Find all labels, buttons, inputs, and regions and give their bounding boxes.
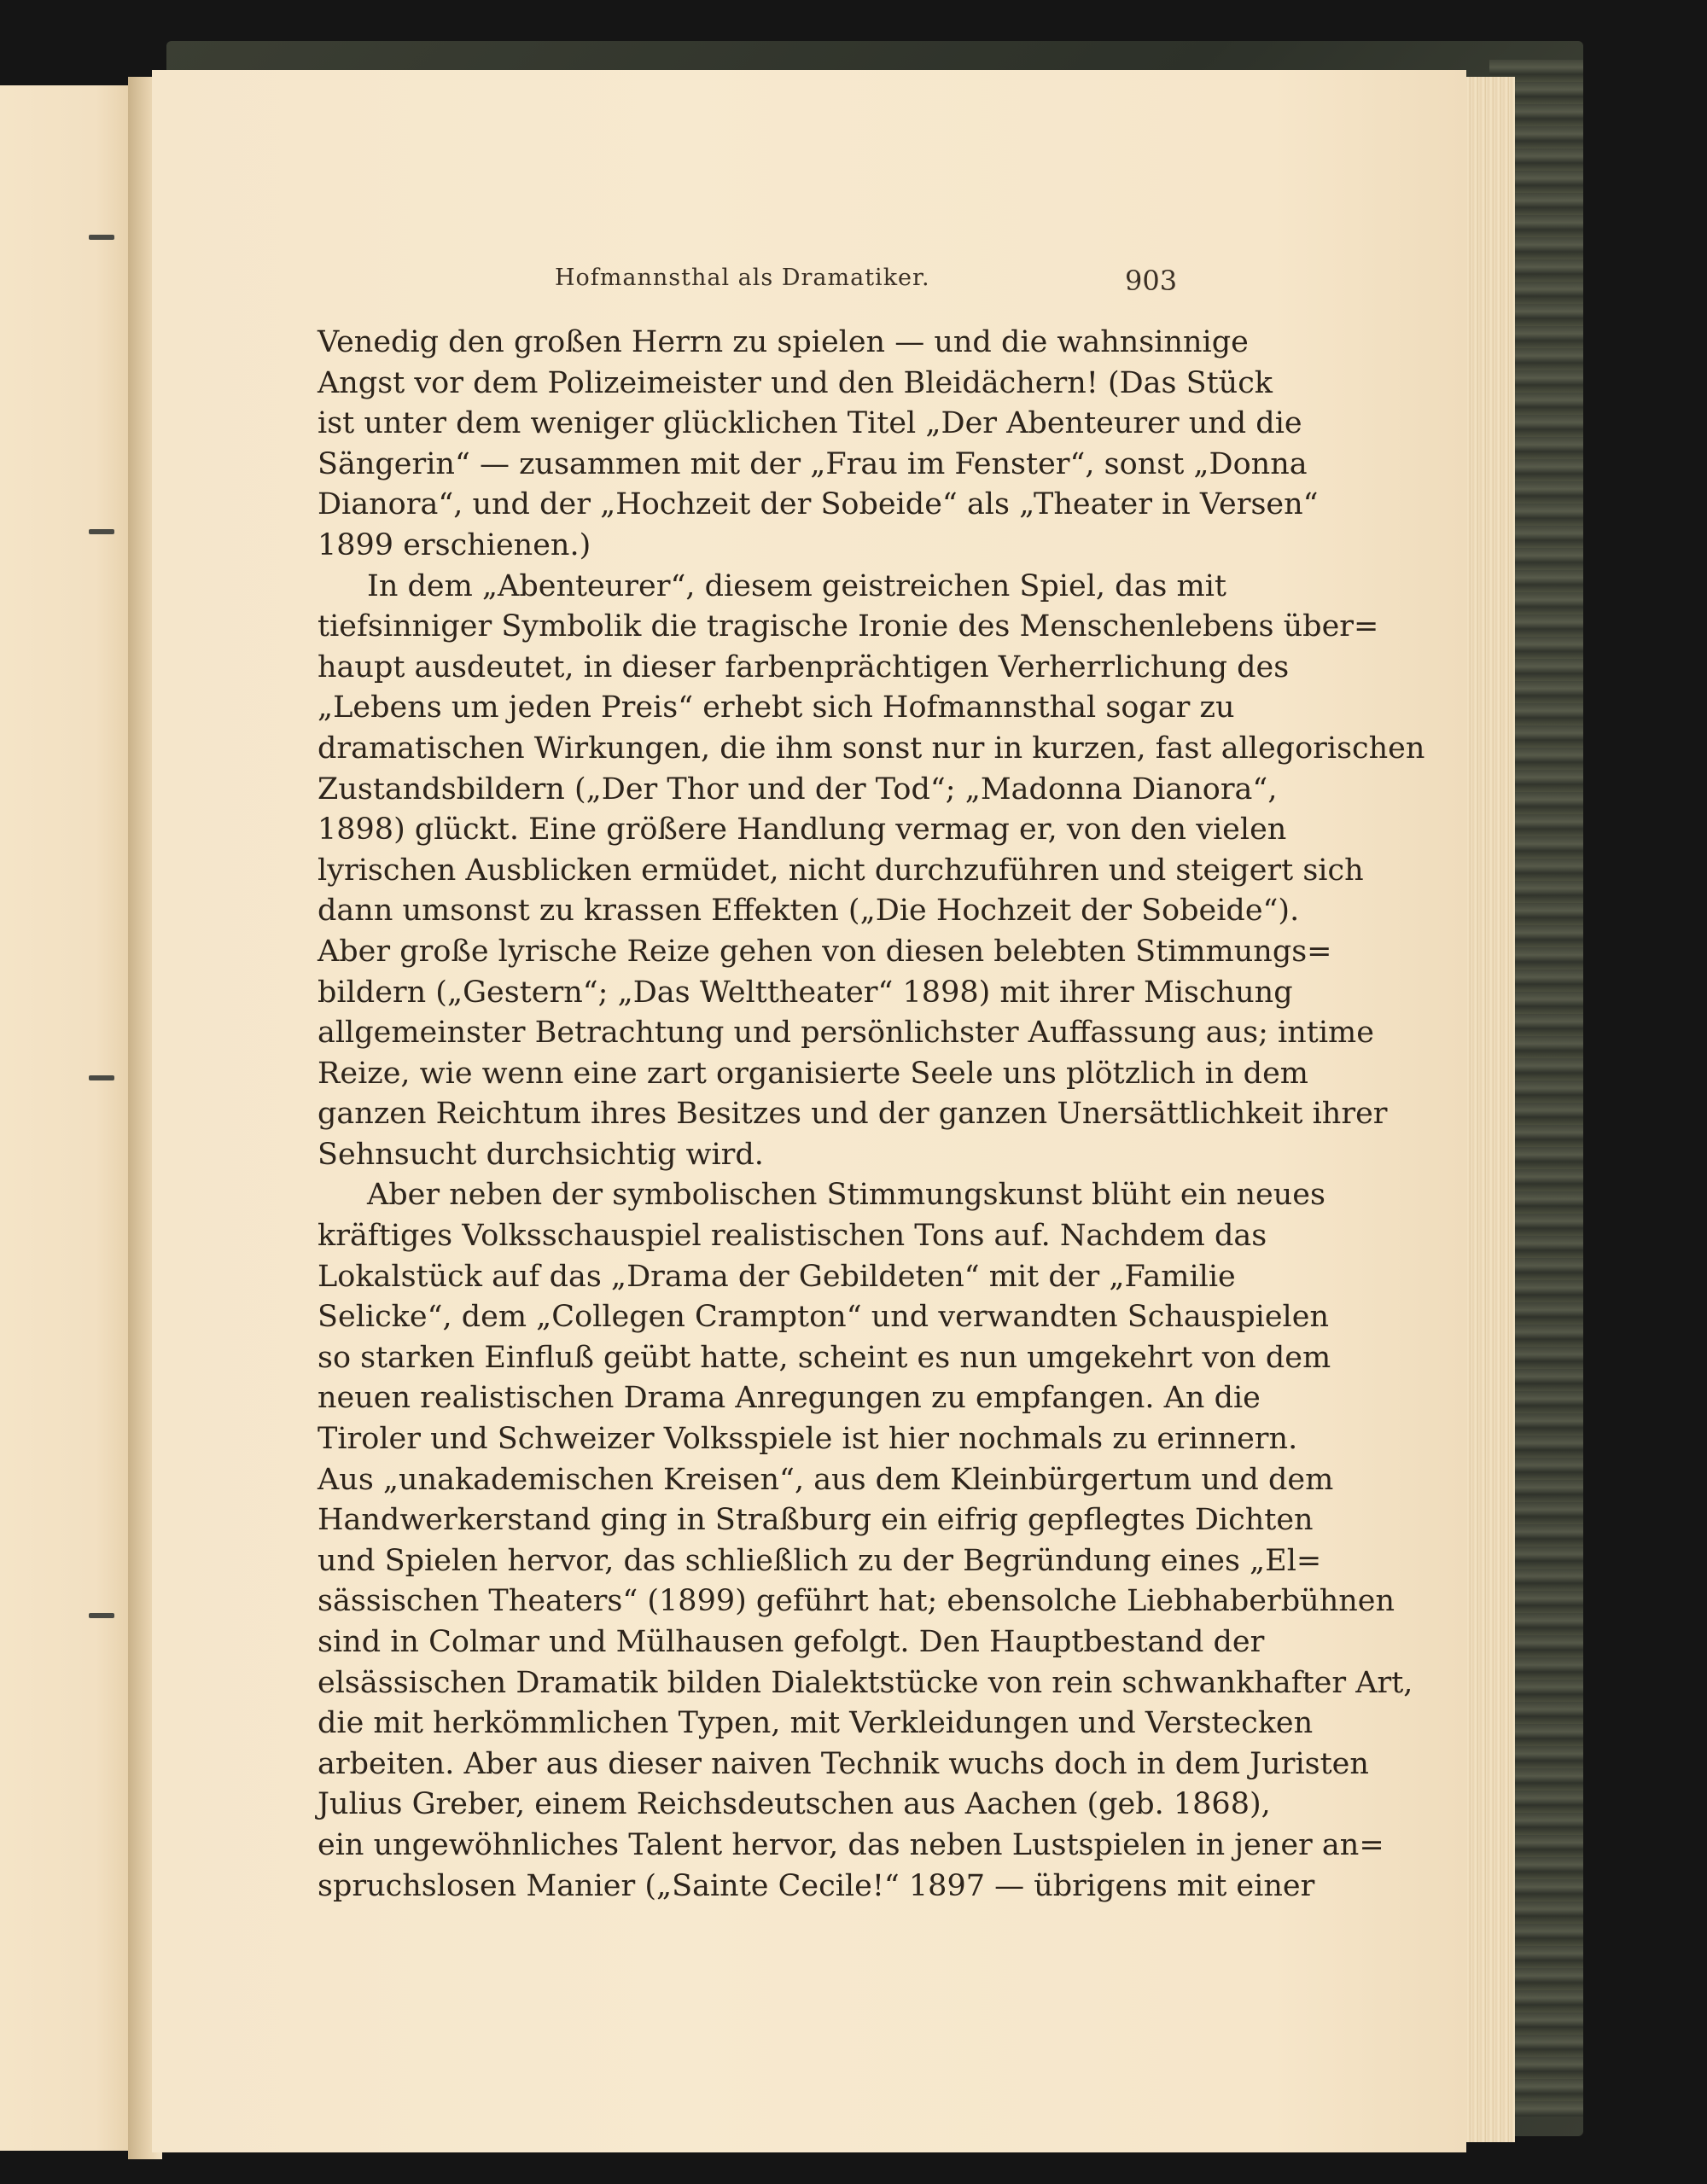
text-line: Sehnsucht durchsichtig wird.: [318, 1137, 764, 1172]
text-line: ein ungewöhnliches Talent hervor, das neben Lustspielen in jener an=: [318, 1827, 1384, 1862]
text-line: kräftiges Volksschauspiel realistischen Tons auf. Nachdem das: [318, 1219, 1267, 1254]
text-line: ganzen Reichtum ihres Besitzes und der ganzen Unersättlichkeit ihrer: [318, 1097, 1388, 1132]
text-line: haupt ausdeutet, in dieser farbenprächtigen Verherrlichung des: [318, 649, 1290, 684]
text-line: Sängerin“ — zusammen mit der „Frau im Fenster“, sonst „Donna: [318, 446, 1308, 481]
text-line: elsässischen Dramatik bilden Dialektstücke von rein schwankhafter Art,: [318, 1665, 1413, 1700]
binding-stitch: [89, 1075, 114, 1080]
binding-stitch: [89, 235, 114, 240]
page-number: 903: [1125, 265, 1178, 297]
text-line: Aber große lyrische Reize gehen von diesen belebten Stimmungs=: [318, 934, 1332, 969]
text-line: Tiroler und Schweizer Volksspiele ist hier nochmals zu erinnern.: [318, 1422, 1298, 1457]
text-line: 1898) glückt. Eine größere Handlung vermag er, von den vielen: [318, 812, 1287, 847]
text-line: arbeiten. Aber aus dieser naiven Technik wuchs doch in dem Juristen: [318, 1746, 1369, 1781]
text-line: sind in Colmar und Mülhausen gefolgt. Den Hauptbestand der: [318, 1625, 1265, 1659]
text-line: die mit herkömmlichen Typen, mit Verkleidungen und Verstecken: [318, 1706, 1314, 1741]
text-line: allgemeinster Betrachtung und persönlichster Auffassung aus; intime: [318, 1016, 1374, 1051]
text-line: Reize, wie wenn eine zart organisierte Seele uns plötzlich in dem: [318, 1056, 1308, 1091]
text-line: lyrischen Ausblicken ermüdet, nicht durchzuführen und steigert sich: [318, 853, 1364, 888]
text-line: Aus „unakademischen Kreisen“, aus dem Kleinbürgertum und dem: [318, 1462, 1334, 1497]
text-line: Angst vor dem Polizeimeister und den Bleidächern! (Das Stück: [318, 365, 1273, 400]
text-line: bildern („Gestern“; „Das Welttheater“ 1898) mit ihrer Mischung: [318, 975, 1293, 1010]
binding-stitch: [89, 529, 114, 534]
text-line: dramatischen Wirkungen, die ihm sonst nur in kurzen, fast allegorischen: [318, 731, 1425, 766]
binding-stitch: [89, 1613, 114, 1618]
text-line: Lokalstück auf das „Drama der Gebildeten“ mit der „Familie: [318, 1259, 1236, 1294]
text-line: spruchslosen Manier („Sainte Cecile!“ 1897 — übrigens mit einer: [318, 1868, 1315, 1903]
text-line: Selicke“, dem „Collegen Crampton“ und verwandten Schauspielen: [318, 1300, 1330, 1335]
text-line: tiefsinniger Symbolik die tragische Ironie des Menschenlebens über=: [318, 609, 1379, 644]
text-line: Zustandsbildern („Der Thor und der Tod“; „Madonna Dianora“,: [318, 772, 1278, 807]
text-line: Aber neben der symbolischen Stimmungskunst blüht ein neues: [367, 1178, 1325, 1213]
text-line: so starken Einfluß geübt hatte, scheint es nun umgekehrt von dem: [318, 1340, 1331, 1375]
text-line: 1899 erschienen.): [318, 527, 591, 562]
text-line: Handwerkerstand ging in Straßburg ein eifrig gepflegtes Dichten: [318, 1503, 1314, 1538]
text-line: und Spielen hervor, das schließlich zu der Begründung eines „El=: [318, 1543, 1322, 1578]
left-page-edge: [0, 85, 137, 2151]
text-line: neuen realistischen Drama Anregungen zu empfangen. An die: [318, 1381, 1261, 1416]
text-line: sässischen Theaters“ (1899) geführt hat; ebensolche Liebhaberbühnen: [318, 1584, 1395, 1619]
text-line: „Lebens um jeden Preis“ erhebt sich Hofmannsthal sogar zu: [318, 690, 1235, 725]
running-head: Hofmannsthal als Dramatiker.: [555, 265, 930, 291]
text-line: Dianora“, und der „Hochzeit der Sobeide“ als „Theater in Versen“: [318, 487, 1319, 522]
body-text: [318, 323, 1425, 1907]
text-line: ist unter dem weniger glücklichen Titel „Der Abenteurer und die: [318, 406, 1302, 441]
text-line: Julius Greber, einem Reichsdeutschen aus Aachen (geb. 1868),: [318, 1787, 1271, 1822]
text-line: In dem „Abenteurer“, diesem geistreichen Spiel, das mit: [367, 568, 1226, 603]
text-line: Venedig den großen Herrn zu spielen — und die wahnsinnige: [318, 325, 1249, 359]
text-line: dann umsonst zu krassen Effekten („Die Hochzeit der Sobeide“).: [318, 894, 1300, 929]
